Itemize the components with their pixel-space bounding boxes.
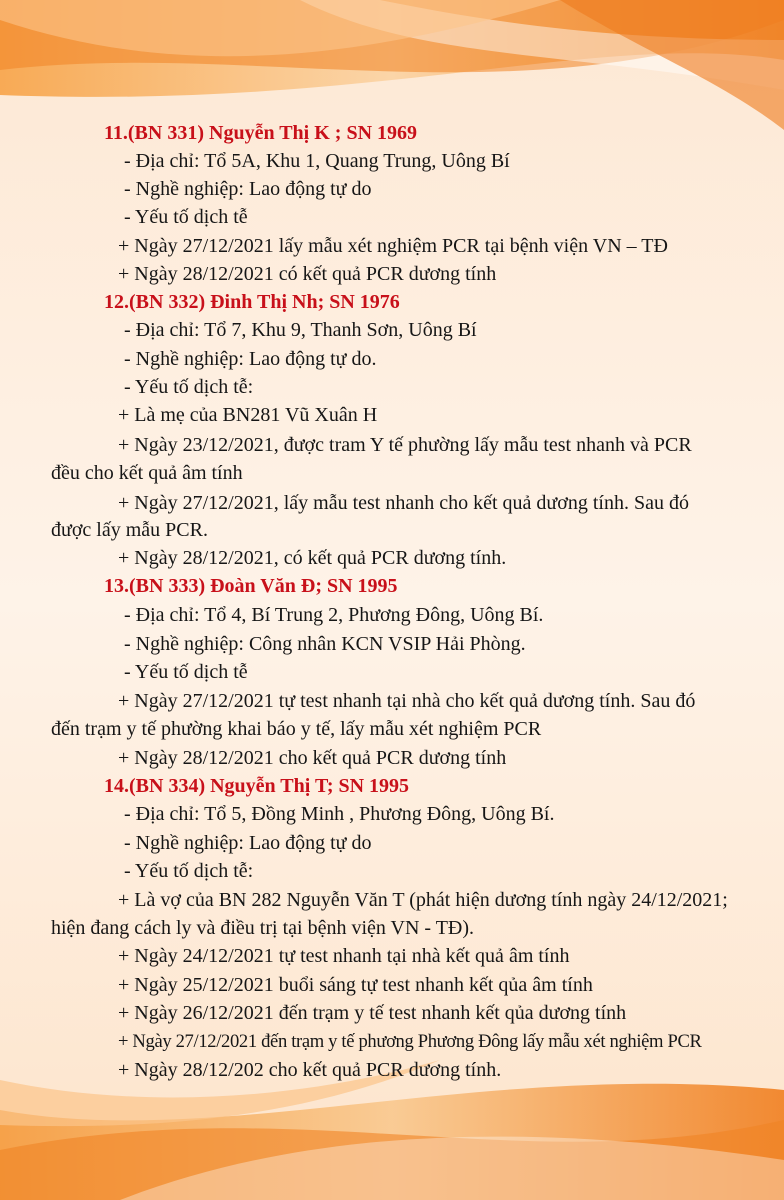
event-line: + Là mẹ của BN281 Vũ Xuân H: [118, 404, 378, 426]
occupation-line: - Nghề nghiệp: Lao động tự do: [124, 178, 372, 200]
event-line: + Ngày 27/12/2021 tự test nhanh tại nhà cho kết quả dương tính. Sau đó: [118, 690, 696, 712]
case-heading: 14.(BN 334) Nguyễn Thị T; SN 1995: [104, 775, 410, 797]
event-continuation: đến trạm y tế phường khai báo y tế, lấy mẫu xét nghiệm PCR: [51, 718, 542, 740]
epidemiology-line: - Yếu tố dịch tễ: [124, 661, 248, 683]
event-line: + Ngày 25/12/2021 buổi sáng tự test nhanh kết qủa âm tính: [118, 974, 593, 996]
case-heading: 13.(BN 333) Đoàn Văn Đ; SN 1995: [104, 575, 398, 597]
case-heading: 11.(BN 331) Nguyễn Thị K ; SN 1969: [104, 122, 418, 144]
event-line: + Ngày 28/12/2021 có kết quả PCR dương tính: [118, 263, 497, 285]
event-line: + Là vợ của BN 282 Nguyễn Văn T (phát hiện dương tính ngày 24/12/2021;: [118, 889, 728, 911]
epidemiology-line: - Yếu tố dịch tễ:: [124, 860, 254, 882]
occupation-line: - Nghề nghiệp: Lao động tự do.: [124, 348, 377, 370]
address-line: - Địa chỉ: Tổ 4, Bí Trung 2, Phương Đông, Uông Bí.: [124, 604, 544, 626]
event-continuation: đều cho kết quả âm tính: [51, 462, 243, 484]
epidemiology-line: - Yếu tố dịch tễ:: [124, 376, 254, 398]
address-line: - Địa chỉ: Tổ 5, Đồng Minh , Phương Đông, Uông Bí.: [124, 803, 555, 825]
occupation-line: - Nghề nghiệp: Lao động tự do: [124, 832, 372, 854]
event-line: + Ngày 28/12/202 cho kết quả PCR dương tính.: [118, 1059, 502, 1081]
event-line: + Ngày 28/12/2021, có kết quả PCR dương tính.: [118, 547, 507, 569]
address-line: - Địa chỉ: Tổ 7, Khu 9, Thanh Sơn, Uông Bí: [124, 319, 477, 341]
epidemiology-line: - Yếu tố dịch tễ: [124, 206, 248, 228]
event-line: + Ngày 24/12/2021 tự test nhanh tại nhà kết quả âm tính: [118, 945, 570, 967]
event-line: + Ngày 27/12/2021 đến trạm y tế phương Phương Đông lấy mẫu xét nghiệm PCR: [118, 1031, 702, 1052]
event-line: + Ngày 27/12/2021, lấy mẫu test nhanh cho kết quả dương tính. Sau đó: [118, 492, 689, 514]
event-line: + Ngày 26/12/2021 đến trạm y tế test nhanh kết qủa dương tính: [118, 1002, 627, 1024]
address-line: - Địa chỉ: Tổ 5A, Khu 1, Quang Trung, Uông Bí: [124, 150, 510, 172]
event-line: + Ngày 23/12/2021, được tram Y tế phường lấy mẫu test nhanh và PCR: [118, 434, 692, 456]
event-line: + Ngày 28/12/2021 cho kết quả PCR dương tính: [118, 747, 507, 769]
event-continuation: được lấy mẫu PCR.: [51, 519, 208, 541]
occupation-line: - Nghề nghiệp: Công nhân KCN VSIP Hải Phòng.: [124, 633, 526, 655]
event-continuation: hiện đang cách ly và điều trị tại bệnh viện VN - TĐ).: [51, 917, 475, 939]
case-heading: 12.(BN 332) Đinh Thị Nh; SN 1976: [104, 291, 400, 313]
event-line: + Ngày 27/12/2021 lấy mẫu xét nghiệm PCR tại bệnh viện VN – TĐ: [118, 235, 668, 257]
